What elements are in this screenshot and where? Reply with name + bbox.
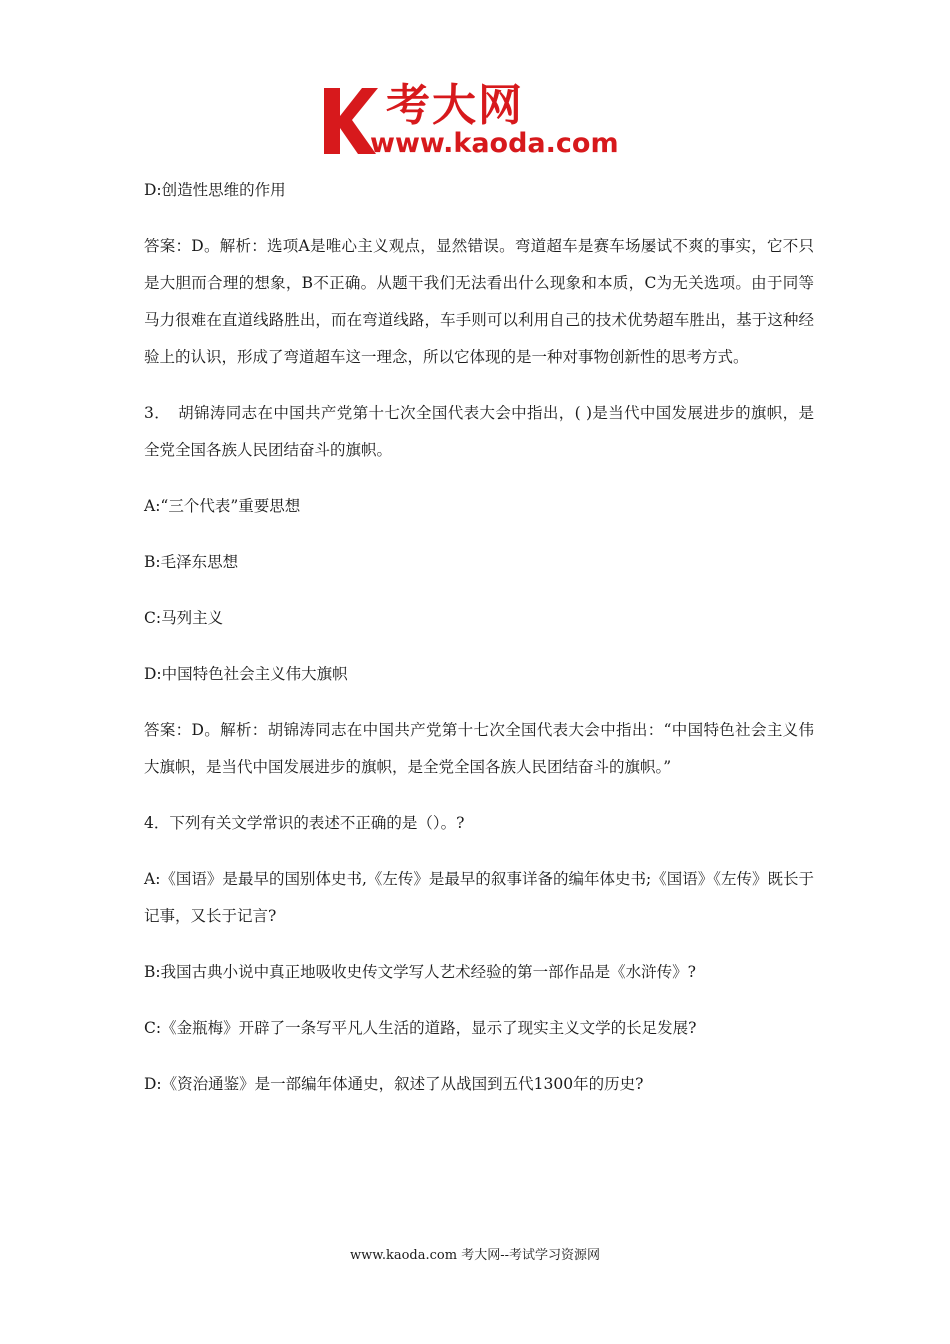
logo-url-text: www.kaoda.com [370,128,619,159]
answer-q3: 答案：D。解析：胡锦涛同志在中国共产党第十七次全国代表大会中指出：“中国特色社会主义伟大旗帜，是当代中国发展进步的旗帜，是全党全国各族人民团结奋斗的旗帜。” [144,721,814,776]
option-b-q3: B:毛泽东思想 [144,553,239,571]
option-c-q4: C:《金瓶梅》开辟了一条写平凡人生活的道路，显示了现实主义文学的长足发展? [144,1019,697,1037]
option-d-q4: D:《资治通鉴》是一部编年体通史，叙述了从战国到五代1300年的历史? [144,1075,644,1093]
option-b-q4: B:我国古典小说中真正地吸收史传文学写人艺术经验的第一部作品是《水浒传》? [144,963,696,981]
option-a-q3: A:“三个代表”重要思想 [144,497,301,515]
logo-chinese-text: 考大网 [386,80,524,131]
page-footer: www.kaoda.com 考大网--考试学习资源网 [350,1248,600,1263]
kaoda-logo [318,80,638,160]
answer-q2: 答案：D。解析：选项A是唯心主义观点，显然错误。弯道超车是赛车场屡试不爽的事实，它不只是大胆而合理的想象，B不正确。从题干我们无法看出什么现象和本质，C为无关选项。由于同等马力很难在直道线路胜出，而在弯道线路，车手则可以利用自己的技术优势超车胜出，基于这种经验上的认识，形成了弯道超车这一理念，所以它体现的是一种对事物创新性的思考方式。 [144,237,814,366]
question-4: 4．下列有关文学常识的表述不正确的是（）。? [144,814,465,832]
document-body [144,172,814,1122]
option-a-q4: A:《国语》是最早的国别体史书,《左传》是最早的叙事详备的编年体史书;《国语》《左传》既长于记事，又长于记言? [144,870,814,925]
option-d-q2: D:创造性思维的作用 [144,181,286,199]
option-c-q3: C:马列主义 [144,609,224,627]
question-3: 3． 胡锦涛同志在中国共产党第十七次全国代表大会中指出，( )是当代中国发展进步的旗帜，是全党全国各族人民团结奋斗的旗帜。 [144,404,814,459]
option-d-q3: D:中国特色社会主义伟大旗帜 [144,665,348,683]
